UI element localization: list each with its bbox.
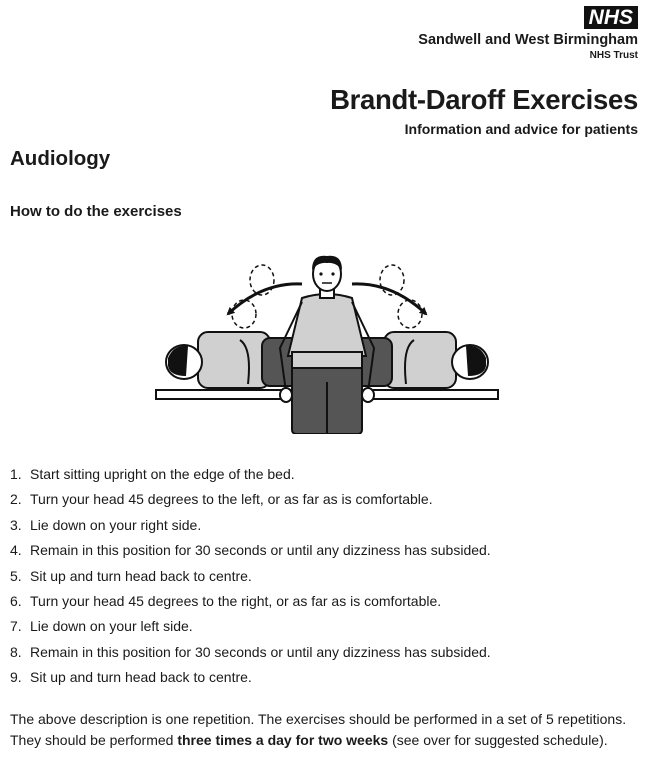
step-text: Sit up and turn head back to centre. [30, 567, 252, 584]
step-number: 4. [10, 542, 22, 559]
lying-figure-right-icon [344, 332, 488, 388]
step-number: 2. [10, 491, 22, 508]
document-title: Brandt-Daroff Exercises [330, 84, 638, 115]
nhs-logo: NHS [584, 6, 638, 29]
step-text: Lie down on your right side. [30, 516, 202, 533]
list-item [10, 589, 640, 614]
step-number: 7. [10, 618, 22, 635]
list-item [10, 487, 640, 512]
step-text: Sit up and turn head back to centre. [30, 669, 252, 686]
step-text: Lie down on your left side. [30, 618, 193, 635]
summary-paragraph [10, 709, 638, 750]
step-text: Start sitting upright on the edge of the bed. [30, 466, 295, 482]
step-text: Remain in this position for 30 seconds or until any dizziness has subsided. [30, 643, 491, 660]
steps-list [10, 462, 640, 691]
summary-text-end: (see over for suggested schedule). [388, 731, 608, 748]
exercise-illustration [152, 252, 502, 434]
arrow-left-icon [228, 284, 302, 314]
document-subtitle: Information and advice for patients [404, 121, 638, 137]
list-item [10, 564, 640, 589]
step-number: 5. [10, 567, 22, 584]
step-number: 8. [10, 643, 22, 660]
list-item [10, 614, 640, 639]
step-number: 6. [10, 592, 22, 609]
trust-name: Sandwell and West Birmingham [418, 32, 638, 48]
lying-figure-left-icon [166, 332, 310, 388]
list-item [10, 462, 640, 487]
department-heading: Audiology [10, 147, 111, 170]
header [418, 6, 638, 61]
step-text: Remain in this position for 30 seconds or until any dizziness has subsided. [30, 542, 491, 559]
trust-suffix: NHS Trust [589, 50, 638, 61]
section-heading: How to do the exercises [10, 203, 182, 220]
step-number: 9. [10, 669, 22, 686]
summary-text: The above description is one repetition. The exercises should be performed in a set of 5 repetitions. They should be performed [10, 711, 627, 748]
step-number: 3. [10, 516, 22, 533]
list-item [10, 640, 640, 665]
arrow-right-icon [352, 284, 426, 314]
list-item [10, 538, 640, 563]
step-number: 1. [10, 466, 22, 482]
step-text: Turn your head 45 degrees to the left, or as far as is comfortable. [30, 491, 433, 508]
list-item [10, 665, 640, 690]
list-item [10, 513, 640, 538]
summary-emphasis: three times a day for two weeks [177, 731, 389, 748]
step-text: Turn your head 45 degrees to the right, or as far as is comfortable. [30, 592, 442, 609]
